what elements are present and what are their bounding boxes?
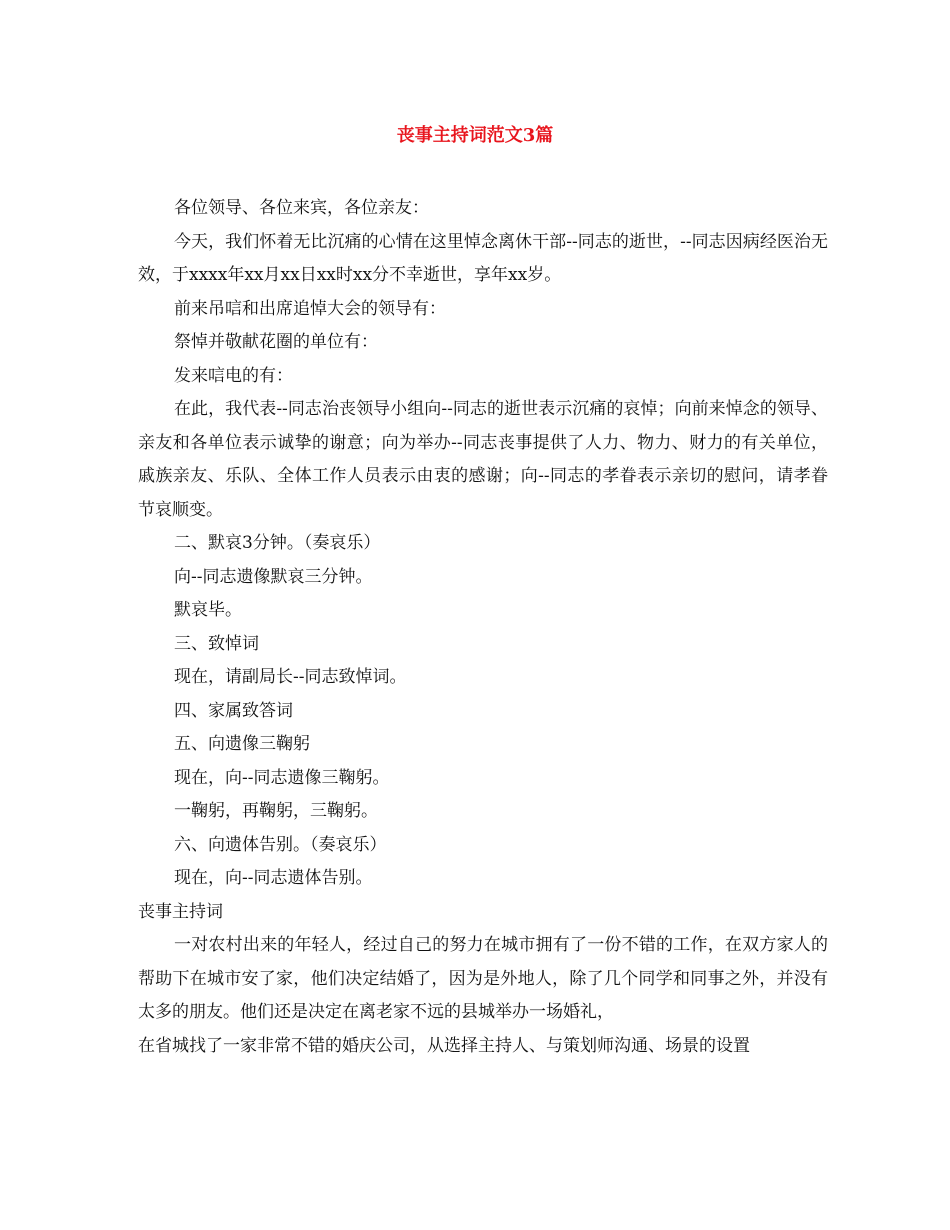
paragraph-section-3: 三、致悼词 xyxy=(174,633,259,654)
paragraph-wreaths: 祭悼并敬献花圈的单位有： xyxy=(174,332,378,352)
paragraph-farewell: 现在，向--同志遗体告别。 xyxy=(174,868,373,888)
paragraph-eulogy: 现在，请副局长--同志致悼词。 xyxy=(174,667,407,687)
paragraph-silence-end: 默哀毕。 xyxy=(174,600,242,620)
paragraph-bows: 一鞠躬，再鞠躬，三鞠躬。 xyxy=(174,801,378,821)
paragraph-section-5: 五、向遗像三鞠躬 xyxy=(174,734,310,754)
paragraph-telegrams: 发来唁电的有： xyxy=(174,365,293,386)
section-heading: 丧事主持词 xyxy=(138,901,223,922)
document-title: 丧事主持词范文3篇 xyxy=(396,125,554,146)
paragraph-section-4: 四、家属致答词 xyxy=(174,700,293,721)
paragraph-bow-intro: 现在，向--同志遗像三鞠躬。 xyxy=(174,767,390,788)
paragraph-section-6: 六、向遗体告别。（奏哀乐） xyxy=(174,834,387,855)
paragraph-leaders: 前来吊唁和出席追悼大会的领导有： xyxy=(174,298,446,319)
paragraph-story: 一对农村出来的年轻人，经过自己的努力在城市拥有了一份不错的工作，在双方家人的帮助下在城市安了家，他们决定结婚了，因为是外地人，除了几个同学和同事之外，并没有太多的朋友。他们还是决定在离老家不远的县城举办一场婚礼， xyxy=(138,935,828,1022)
paragraph-story-continued: 在省城找了一家非常不错的婚庆公司，从选择主持人、与策划师沟通、场景的设置 xyxy=(138,1035,750,1056)
paragraph-greeting: 各位领导、各位来宾，各位亲友： xyxy=(174,198,429,218)
document-body xyxy=(138,192,828,1063)
paragraph-opening: 今天，我们怀着无比沉痛的心情在这里悼念离休干部--同志的逝世，--同志因病经医治无效，于xxxx年xx月xx日xx时xx分不幸逝世，享年xx岁。 xyxy=(138,231,828,285)
paragraph-section-2: 二、默哀3分钟。（奏哀乐） xyxy=(174,533,381,553)
paragraph-thanks: 在此，我代表--同志治丧领导小组向--同志的逝世表示沉痛的哀悼；向前来悼念的领导、亲友和各单位表示诚挚的谢意；向为举办--同志丧事提供了人力、物力、财力的有关单位，戚族亲友、乐队、全体工作人员表示由衷的感谢；向--同志的孝眷表示亲切的慰问，请孝眷节哀顺变。 xyxy=(138,399,828,520)
paragraph-silence: 向--同志遗像默哀三分钟。 xyxy=(174,566,373,587)
